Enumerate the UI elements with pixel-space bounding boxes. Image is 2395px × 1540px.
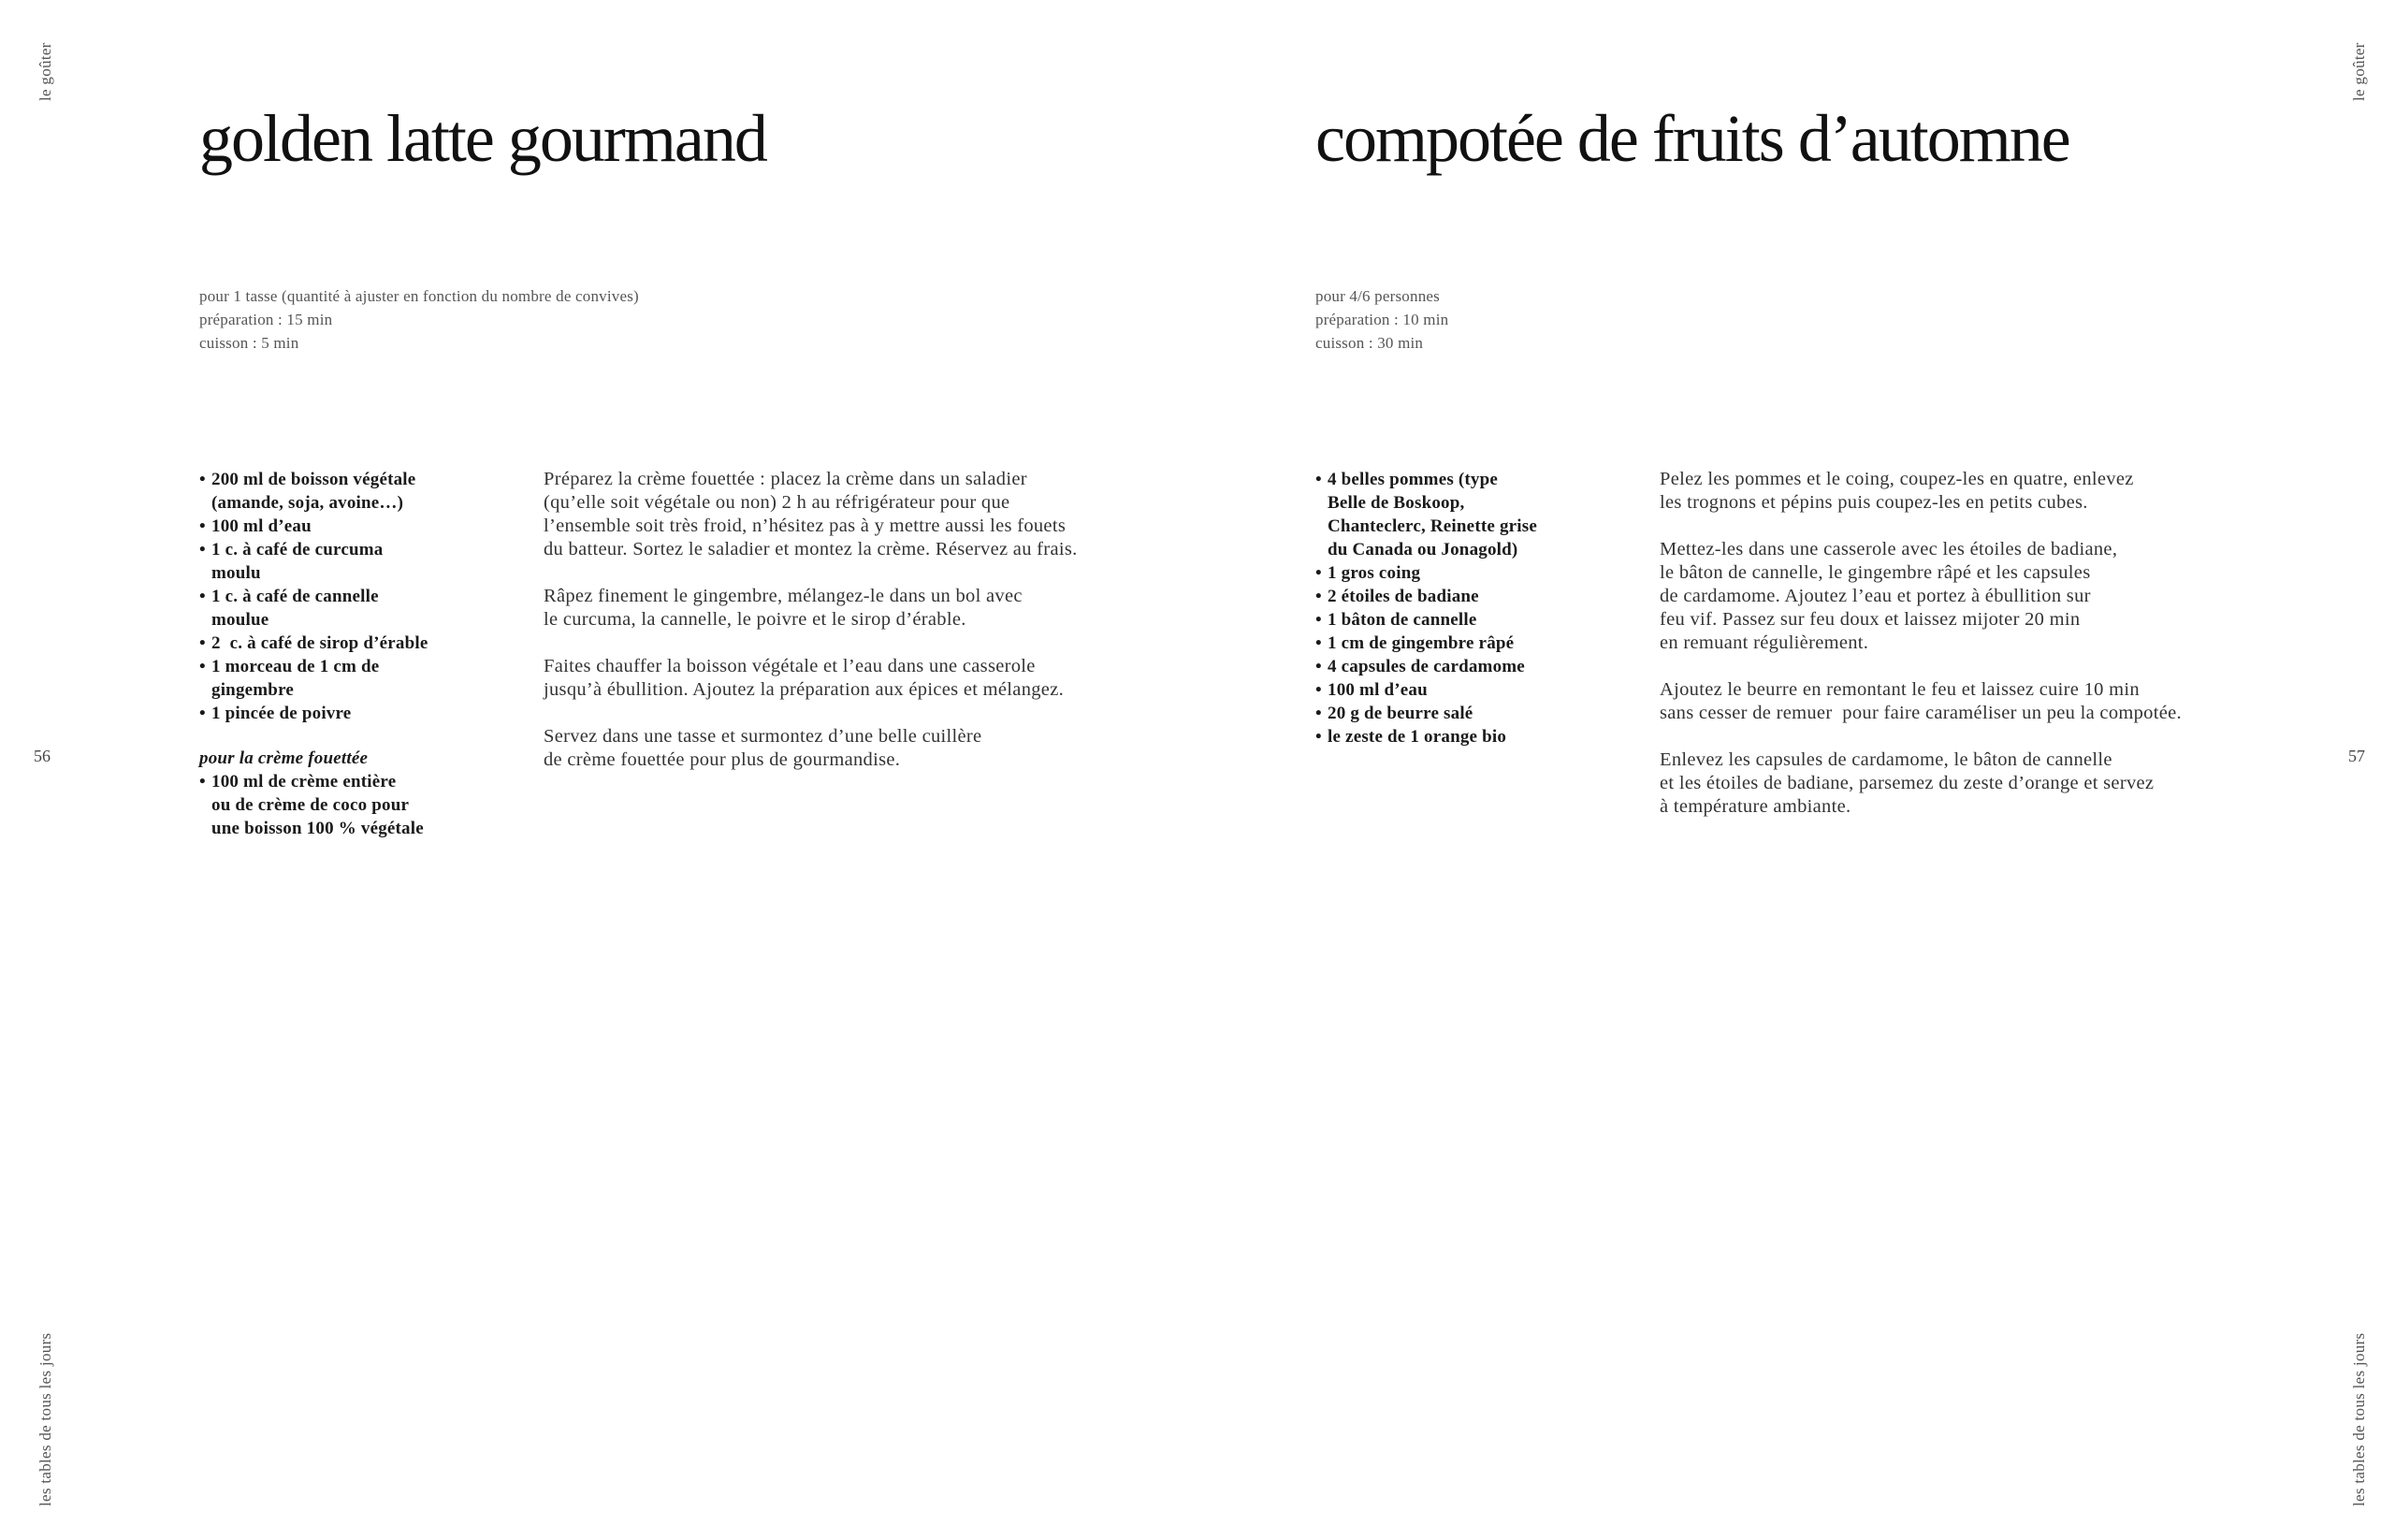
step-paragraph: Mettez-les dans une casserole avec les étoiles de badiane, le bâton de cannelle, le gingembre râpé et les capsules de cardamome. Ajoutez l’eau et portez à ébullition sur feu vif. Passez sur feu doux et laissez mijoter 20 min en remuant régulièrement. [1660,539,2118,653]
ingredient-item: • 4 belles pommes (type Belle de Boskoop, Chanteclerc, Reinette grise du Canada ou Jonagold) [1315,468,1615,561]
recipe-meta [1315,284,1448,355]
page-number-right: 57 [2348,747,2365,765]
ingredient-item: • 1 cm de gingembre râpé [1315,632,1615,655]
recipe-meta [199,284,639,355]
ingredient-item: • le zeste de 1 orange bio [1315,725,1615,748]
cook-time: cuisson : 5 min [199,334,299,352]
servings: pour 4/6 personnes [1315,287,1440,305]
ingredient-item: • 1 gros coing [1315,561,1615,585]
ingredient-item: • 2 étoiles de badiane [1315,585,1615,608]
ingredient-item: • 1 morceau de 1 cm de gingembre [199,655,499,702]
ingredient-item: • 2 c. à café de sirop d’érable [199,632,499,655]
step-paragraph: Préparez la crème fouettée : placez la crème dans un saladier (qu’elle soit végétale ou non) 2 h au réfrigérateur pour que l’ensemble soit très froid, n’hésitez pas à y mettre aussi les fouets du batteur. Sortez le saladier et montez la crème. Réservez au frais. [544,469,1078,559]
running-head-left: le goûter [36,42,54,101]
step-paragraph: Râpez finement le gingembre, mélangez-le dans un bol avec le curcuma, la cannelle, le poivre et le sirop d’érable. [544,586,1023,630]
ingredient-item: • 4 capsules de cardamome [1315,655,1615,678]
recipe-title: compotée de fruits d’automne [1315,101,2069,176]
ingredient-item: • 100 ml de crème entière ou de crème de coco pour une boisson 100 % végétale [199,770,499,840]
prep-time: préparation : 15 min [199,311,333,328]
ingredient-item: • 200 ml de boisson végétale (amande, soja, avoine…) [199,468,499,515]
running-foot-left: les tables de tous les jours [36,1332,54,1506]
page-number-left: 56 [34,747,51,765]
method-steps [515,468,1078,795]
ingredient-item: • 1 pincée de poivre [199,702,499,725]
ingredient-item: • 1 c. à café de curcuma moulu [199,538,499,585]
step-paragraph: Pelez les pommes et le coing, coupez-les en quatre, enlevez les trognons et pépins puis coupez-les en petits cubes. [1660,469,2134,513]
running-head-right: le goûter [2350,42,2368,101]
ingredient-item: • 1 c. à café de cannelle moulue [199,585,499,632]
step-paragraph: Faites chauffer la boisson végétale et l’eau dans une casserole jusqu’à ébullition. Ajoutez la préparation aux épices et mélangez. [544,656,1065,700]
running-foot-right: les tables de tous les jours [2350,1332,2368,1506]
ingredient-list [199,468,499,840]
recipe-title: golden latte gourmand [199,101,766,176]
ingredient-item: • 1 bâton de cannelle [1315,608,1615,632]
servings: pour 1 tasse (quantité à ajuster en fonction du nombre de convives) [199,287,639,305]
step-paragraph: Servez dans une tasse et surmontez d’une belle cuillère de crème fouettée pour plus de gourmandise. [544,726,982,770]
ingredient-item: • 100 ml d’eau [199,515,499,538]
ingredient-item: • 100 ml d’eau [1315,678,1615,702]
prep-time: préparation : 10 min [1315,311,1449,328]
step-paragraph: Ajoutez le beurre en remontant le feu et laissez cuire 10 min sans cesser de remuer pour faire caraméliser un peu la compotée. [1660,679,2182,723]
ingredient-item: • 20 g de beurre salé [1315,702,1615,725]
method-steps [1631,468,2182,842]
subheading: pour la crème fouettée [199,748,369,768]
ingredient-list [1315,468,1615,748]
cook-time: cuisson : 30 min [1315,334,1424,352]
step-paragraph: Enlevez les capsules de cardamome, le bâton de cannelle et les étoiles de badiane, parsemez du zeste d’orange et servez à température ambiante. [1660,749,2155,817]
